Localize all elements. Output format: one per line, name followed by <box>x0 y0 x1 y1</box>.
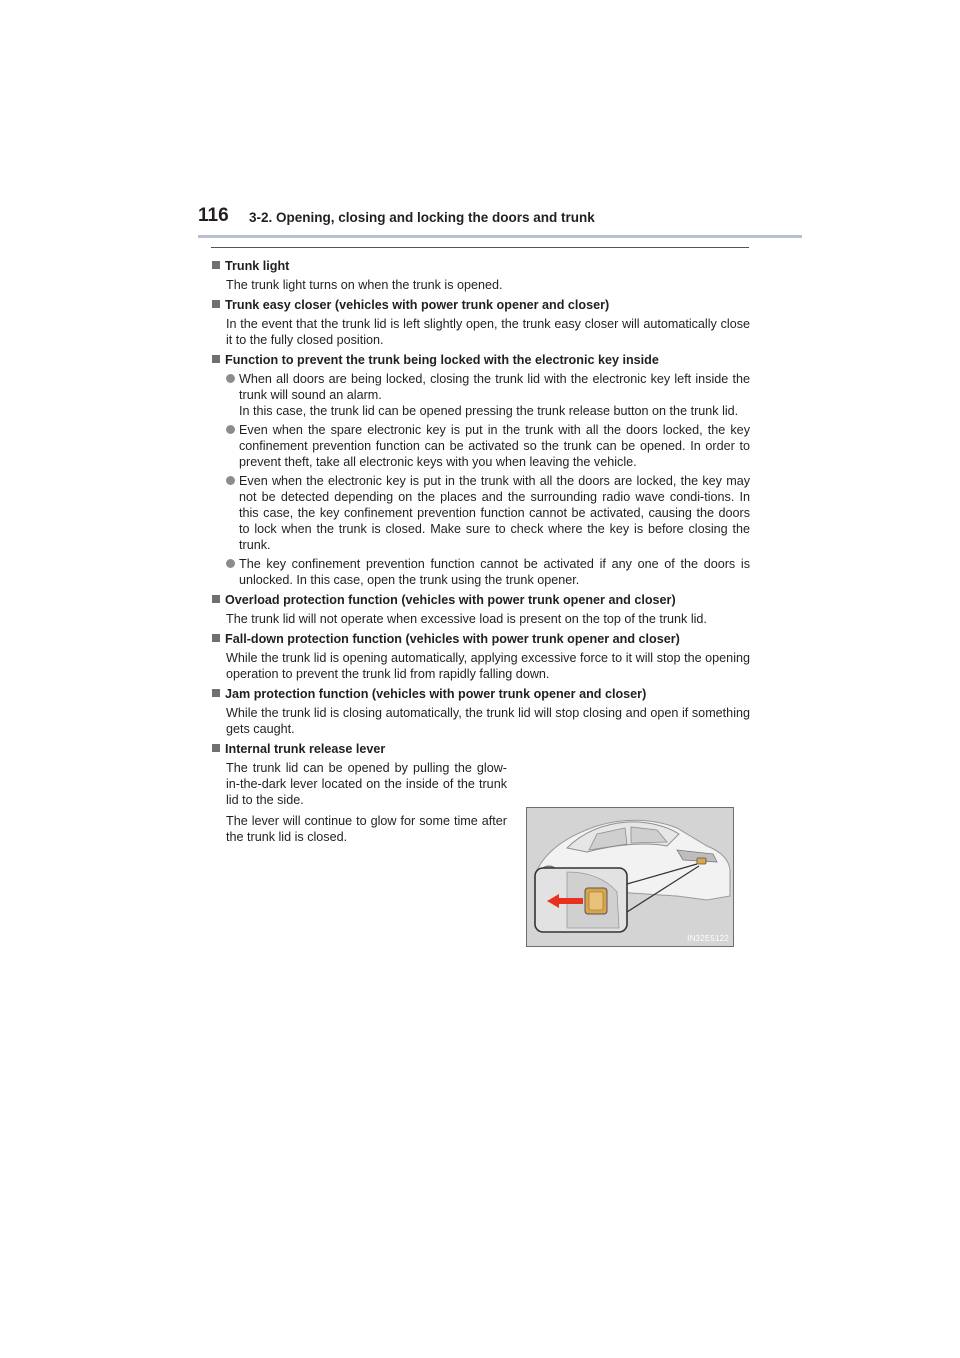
bullet-list <box>226 371 750 588</box>
square-bullet-icon <box>212 634 220 642</box>
section-key-confinement <box>212 352 750 588</box>
bullet-text: In this case, the trunk lid can be opened pressing the trunk release button on the trunk lid. <box>239 404 739 418</box>
paragraph: While the trunk lid is opening automatically, applying excessive force to it will stop the opening operation to prevent the trunk lid from rapidly falling down. <box>226 651 750 681</box>
trunk-release-figure <box>526 807 734 947</box>
square-bullet-icon <box>212 689 220 697</box>
figure-description <box>226 760 507 845</box>
paragraph: The trunk light turns on when the trunk is opened. <box>226 278 503 292</box>
square-bullet-icon <box>212 300 220 308</box>
round-bullet-icon <box>226 374 235 383</box>
car-trunk-release-lever-illustration-icon <box>527 808 733 946</box>
section-heading <box>212 631 750 647</box>
bullet-text: When all doors are being locked, closing the trunk lid with the electronic key left inside the trunk will sound an alarm. <box>239 372 750 402</box>
section-heading <box>212 258 750 274</box>
paragraph: The trunk lid will not operate when excessive load is present on the top of the trunk lid. <box>226 612 707 626</box>
bullet-text: Even when the spare electronic key is put in the trunk with all the doors locked, the key confinement prevention function can be activated so the trunk can be opened. In order to prevent theft, take all electronic keys with you when leaving the vehicle. <box>239 423 750 469</box>
round-bullet-icon <box>226 559 235 568</box>
section-title: 3-2. Opening, closing and locking the doors and trunk <box>249 210 595 225</box>
heading-text: Function to prevent the trunk being locked with the electronic key inside <box>225 353 659 367</box>
heading-text: Fall-down protection function (vehicles with power trunk opener and closer) <box>225 632 680 646</box>
section-jam-protection <box>212 686 750 737</box>
heading-text: Internal trunk release lever <box>225 742 386 756</box>
heading-text: Trunk easy closer (vehicles with power trunk opener and closer) <box>225 298 610 312</box>
section-heading <box>212 741 750 757</box>
paragraph: The trunk lid can be opened by pulling the glow-in-the-dark lever located on the inside of the trunk lid to the side. <box>226 761 507 807</box>
heading-text: Overload protection function (vehicles with power trunk opener and closer) <box>225 593 676 607</box>
page-content <box>212 258 750 850</box>
list-item <box>226 422 750 470</box>
list-item <box>226 473 750 553</box>
figure-id: IN32E5122 <box>687 934 729 943</box>
paragraph: The lever will continue to glow for some time after the trunk lid is closed. <box>226 814 507 844</box>
list-item <box>226 556 750 588</box>
section-heading <box>212 592 750 608</box>
section-heading <box>212 352 750 368</box>
square-bullet-icon <box>212 355 220 363</box>
bullet-text: Even when the electronic key is put in the trunk with all the doors are locked, the key may not be detected depending on the places and the surrounding radio wave condi-tions. In this case, the key confinement prevention function cannot be activated, causing the doors to lock when the trunk is closed. Make sure to check where the key is before closing the trunk. <box>239 474 750 552</box>
list-item <box>226 371 750 419</box>
section-trunk-easy-closer <box>212 297 750 348</box>
page-header <box>198 203 802 238</box>
square-bullet-icon <box>212 744 220 752</box>
divider <box>211 247 749 248</box>
paragraph: While the trunk lid is closing automatically, the trunk lid will stop closing and open if something gets caught. <box>226 706 750 736</box>
round-bullet-icon <box>226 425 235 434</box>
bullet-text: The key confinement prevention function cannot be activated if any one of the doors is unlocked. In this case, open the trunk using the trunk opener. <box>239 557 750 587</box>
square-bullet-icon <box>212 595 220 603</box>
page-number: 116 <box>198 205 229 226</box>
heading-text: Trunk light <box>225 259 290 273</box>
paragraph: In the event that the trunk lid is left slightly open, the trunk easy closer will automatically close it to the fully closed position. <box>226 317 750 347</box>
section-fall-down-protection <box>212 631 750 682</box>
round-bullet-icon <box>226 476 235 485</box>
heading-text: Jam protection function (vehicles with power trunk opener and closer) <box>225 687 647 701</box>
section-trunk-light <box>212 258 750 293</box>
section-heading <box>212 686 750 702</box>
section-overload-protection <box>212 592 750 627</box>
section-heading <box>212 297 750 313</box>
square-bullet-icon <box>212 261 220 269</box>
